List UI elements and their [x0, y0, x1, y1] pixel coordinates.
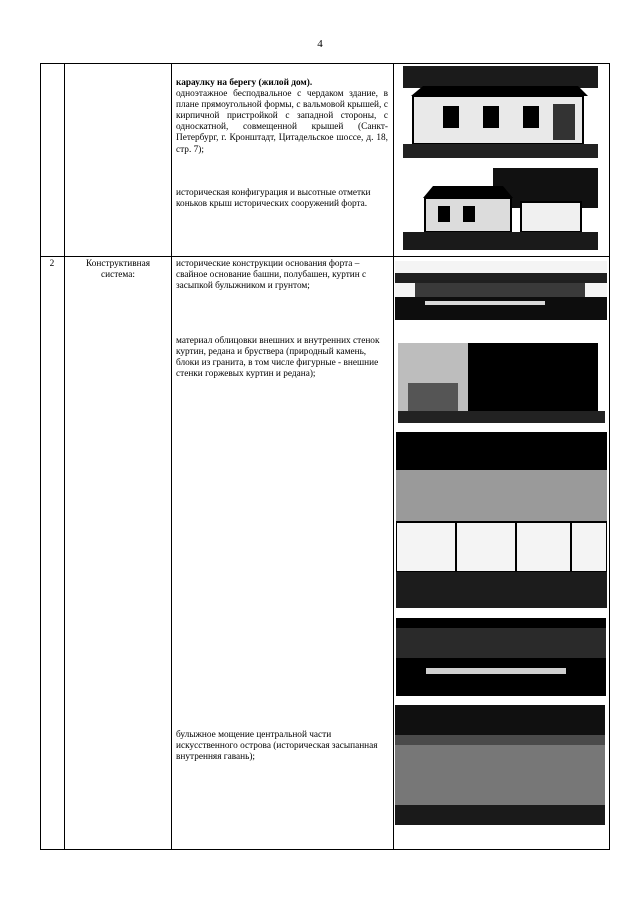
table-border-right — [609, 63, 610, 850]
photo-courtyard — [396, 618, 606, 696]
table-border-top — [40, 63, 610, 64]
photo-guardhouse-front — [403, 66, 598, 158]
photo-guardhouse-side — [403, 168, 598, 250]
row2-item2-cell — [176, 336, 388, 380]
row2-item1-cell — [176, 259, 388, 292]
row1-description: одноэтажное бесподвальное с чердаком здание, в плане прямоугольной формы, с вальмовой крышей, с кирпичной пристройкой с западной стороны, с односкатной, совмещенной крышей (Санкт-Петербург, г. Кронштадт, Цитадельское шоссе, д. 18, стр. 7); — [176, 89, 388, 155]
row1-note-cell — [176, 188, 388, 210]
table-border-row-divider — [40, 256, 610, 257]
photo-wall-masonry — [396, 432, 607, 608]
photo-fort-waterfront — [395, 261, 607, 320]
row1-bold-heading: караулку на берегу (жилой дом). — [176, 78, 313, 88]
row1-note: историческая конфигурация и высотные отметки коньков крыш исторических сооружений форта. — [176, 188, 371, 210]
row2-item3-cell — [176, 730, 388, 763]
row2-item3: булыжное мощение центральной части искусственного острова (историческая засыпанная внутренняя гавань); — [176, 730, 378, 763]
table-border-bottom — [40, 849, 610, 850]
table-col-divider-2 — [171, 63, 172, 850]
table-border-left — [40, 63, 41, 850]
page-number: 4 — [317, 38, 323, 50]
row1-description-cell — [176, 78, 388, 156]
table-col-divider-3 — [393, 63, 394, 850]
row2-item2: материал облицовки внешних и внутренних стенок куртин, редана и бруствера (природный камень, блоки из гранита, в том числе фигурные - внешние стенки горжевых куртин и редана); — [176, 336, 380, 380]
row2-number: 2 — [49, 259, 55, 269]
table-col-divider-1 — [64, 63, 65, 850]
row2-category: Конструктивная система: — [85, 259, 151, 281]
row2-item1: исторические конструкции основания форта – свайное основание башни, полубашен, куртин с засыпкой булыжником и грунтом; — [176, 259, 367, 292]
photo-granite-wall — [398, 323, 605, 423]
photo-cobblestone-paving — [395, 705, 605, 825]
